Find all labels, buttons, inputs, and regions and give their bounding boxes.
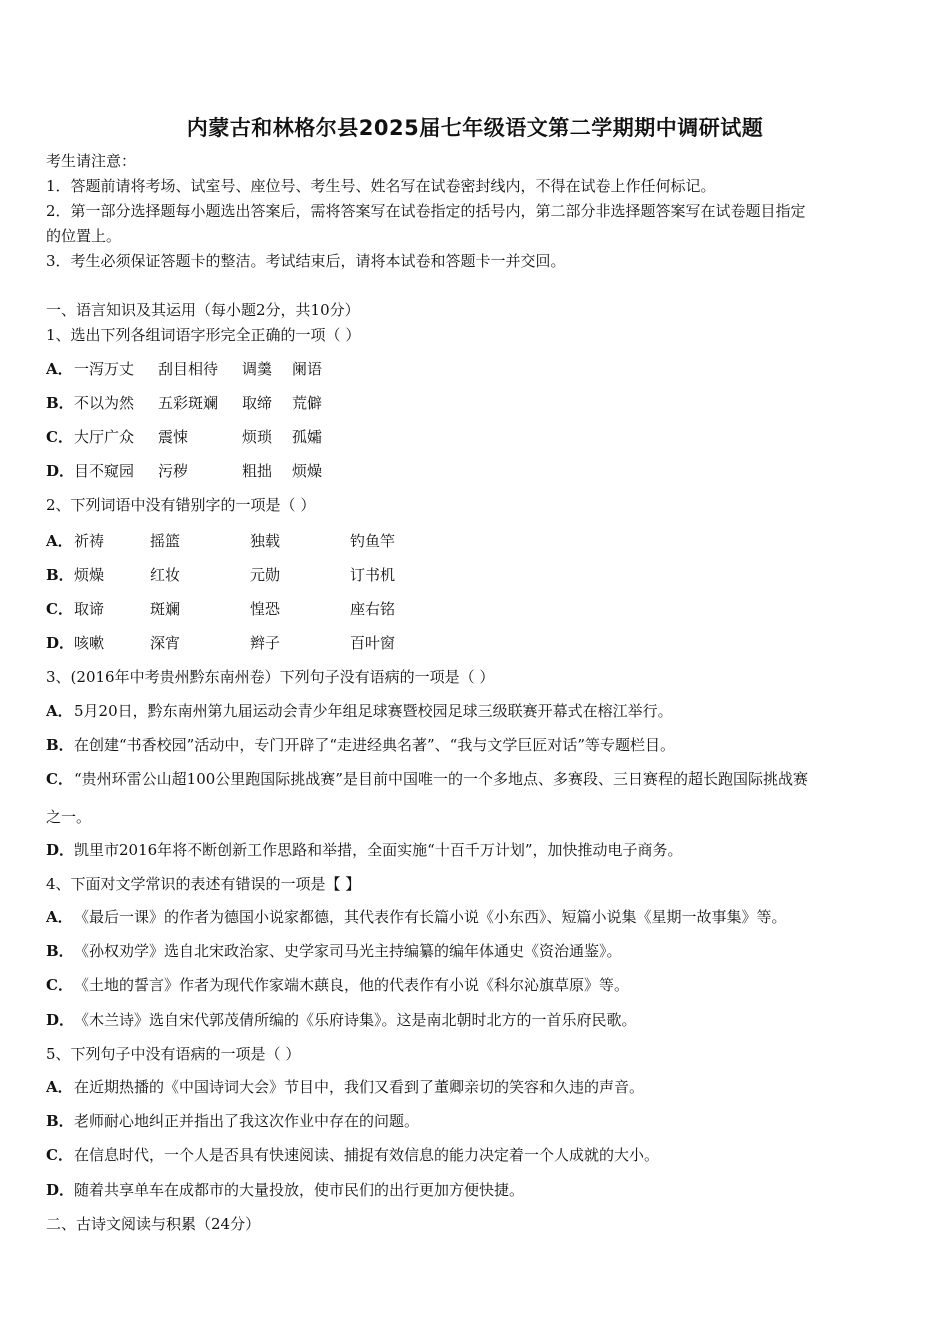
option-text: 《孙权劝学》选自北宋政治家、史学家司马光主持编纂的编年体通史《资治通鉴》。 [74, 942, 622, 960]
q4-option-a [46, 908, 787, 926]
option-word: 孤孀 [292, 428, 323, 446]
notice-heading: 考生请注意： [46, 152, 137, 170]
q5-option-d [46, 1181, 524, 1199]
option-label: B． [46, 942, 74, 960]
option-word: 祈祷 [74, 532, 105, 550]
notice-item-2: 2．第一部分选择题每小题选出答案后，需将答案写在试卷指定的括号内，第二部分非选择题答案写在试卷题目指定 [46, 202, 806, 220]
option-label: C． [46, 428, 73, 446]
option-label: A． [46, 532, 73, 550]
option-text: 随着共享单车在成都市的大量投放，使市民们的出行更加方便快捷。 [74, 1181, 525, 1199]
option-word: 不以为然 [74, 394, 135, 412]
option-text: 《木兰诗》选自宋代郭茂倩所编的《乐府诗集》。这是南北朝时北方的一首乐府民歌。 [74, 1011, 637, 1029]
option-label: B． [46, 736, 74, 754]
option-label: A． [46, 908, 73, 926]
option-label: C． [46, 770, 73, 788]
option-word: 粗拙 [242, 462, 273, 480]
option-word: 一泻万丈 [74, 360, 135, 378]
option-text: 《土地的誓言》作者为现代作家端木蕻良，他的代表作有小说《科尔沁旗草原》等。 [74, 976, 630, 994]
option-word: 震悚 [158, 428, 189, 446]
notice-item-1: 1．答题前请将考场、试室号、座位号、考生号、姓名写在试卷密封线内，不得在试卷上作任何标记。 [46, 177, 716, 195]
option-word: 独载 [250, 532, 281, 550]
q3-option-c [46, 770, 808, 788]
option-word: 红妆 [150, 566, 181, 584]
q4-stem: 4、下面对文学常识的表述有错误的一项是【 】 [46, 875, 361, 893]
option-label: D． [46, 1181, 75, 1199]
q3-option-d [46, 841, 683, 859]
option-word: 烦燥 [74, 566, 105, 584]
notice-item-2-cont: 的位置上。 [46, 227, 122, 245]
q5-stem: 5、下列句子中没有语病的一项是（ ） [46, 1045, 301, 1063]
option-word: 订书机 [350, 566, 396, 584]
option-word: 摇篮 [150, 532, 181, 550]
q2-stem: 2、下列词语中没有错别字的一项是（ ） [46, 496, 316, 514]
option-text: 老师耐心地纠正并指出了我这次作业中存在的问题。 [74, 1112, 420, 1130]
q3-option-a [46, 702, 673, 720]
option-word: 百叶窗 [350, 634, 396, 652]
option-word: 污秽 [158, 462, 189, 480]
option-text: 在信息时代，一个人是否具有快速阅读、捕捉有效信息的能力决定着一个人成就的大小。 [74, 1146, 660, 1164]
option-label: B． [46, 394, 74, 412]
option-label: D． [46, 462, 75, 480]
option-label: D． [46, 1011, 75, 1029]
option-label: A． [46, 1078, 73, 1096]
option-word: 荒僻 [292, 394, 323, 412]
notice-item-3: 3．考生必须保证答题卡的整洁。考试结束后，请将本试卷和答题卡一并交回。 [46, 252, 566, 270]
option-word: 取缔 [242, 394, 273, 412]
option-word: 大厅广众 [74, 428, 135, 446]
page-title: 内蒙古和林格尔县2025届七年级语文第二学期期中调研试题 [186, 116, 764, 140]
option-word: 调羹 [242, 360, 273, 378]
q2-option-d [46, 634, 395, 652]
option-label: B． [46, 566, 74, 584]
option-text: 凯里市2016年将不断创新工作思路和举措，全面实施“十百千万计划”，加快推动电子商务。 [74, 841, 683, 859]
q1-option-c [46, 428, 322, 446]
option-word: 取谛 [74, 600, 105, 618]
q4-option-c [46, 976, 629, 994]
option-label: D． [46, 841, 75, 859]
q2-option-b [46, 566, 395, 584]
option-text: “贵州环雷公山超100公里跑国际挑战赛”是目前中国唯一的一个多地点、多赛段、三日赛程的超长跑国际挑战赛 [74, 770, 808, 788]
q3-stem: 3、(2016年中考贵州黔东南州卷）下列句子没有语病的一项是（ ） [46, 668, 495, 686]
q5-option-b [46, 1112, 419, 1130]
option-word: 五彩斑斓 [158, 394, 219, 412]
option-word: 斑斓 [150, 600, 181, 618]
option-word: 目不窥园 [74, 462, 135, 480]
q1-stem: 1、选出下列各组词语字形完全正确的一项（ ） [46, 326, 361, 344]
q3-option-c-cont: 之一。 [46, 808, 92, 826]
option-text: 在近期热播的《中国诗词大会》节目中，我们又看到了董卿亲切的笑容和久违的声音。 [74, 1078, 645, 1096]
q5-option-a [46, 1078, 644, 1096]
q5-option-c [46, 1146, 659, 1164]
option-word: 烦燥 [292, 462, 323, 480]
q1-option-d [46, 462, 322, 480]
option-word: 钓鱼竿 [350, 532, 396, 550]
option-word: 刮目相待 [158, 360, 219, 378]
option-text: 《最后一课》的作者为德国小说家都德，其代表作有长篇小说《小东西》、短篇小说集《星期一故事集》等。 [74, 908, 787, 926]
q2-option-c [46, 600, 395, 618]
option-label: A． [46, 702, 73, 720]
option-word: 座右铭 [350, 600, 396, 618]
section-2-heading: 二、古诗文阅读与积累（24分） [46, 1215, 261, 1233]
option-label: C． [46, 1146, 73, 1164]
option-text: 5月20日，黔东南州第九届运动会青少年组足球赛暨校园足球三级联赛开幕式在榕江举行。 [74, 702, 673, 720]
option-word: 咳嗽 [74, 634, 105, 652]
q2-option-a [46, 532, 395, 550]
section-1-heading: 一、语言知识及其运用（每小题2分，共10分） [46, 301, 360, 319]
q4-option-b [46, 942, 622, 960]
option-label: C． [46, 976, 73, 994]
q1-option-a [46, 360, 322, 378]
q4-option-d [46, 1011, 637, 1029]
option-text: 在创建“书香校园”活动中，专门开辟了“走进经典名著”、“我与文学巨匠对话”等专题栏目。 [74, 736, 676, 754]
q1-option-b [46, 394, 322, 412]
option-label: B． [46, 1112, 74, 1130]
option-word: 辫子 [250, 634, 281, 652]
option-word: 烦琐 [242, 428, 273, 446]
option-label: C． [46, 600, 73, 618]
option-label: A． [46, 360, 73, 378]
option-word: 阑语 [292, 360, 323, 378]
option-word: 元勋 [250, 566, 281, 584]
option-word: 惶恐 [250, 600, 281, 618]
option-word: 深宵 [150, 634, 181, 652]
option-label: D． [46, 634, 75, 652]
q3-option-b [46, 736, 675, 754]
